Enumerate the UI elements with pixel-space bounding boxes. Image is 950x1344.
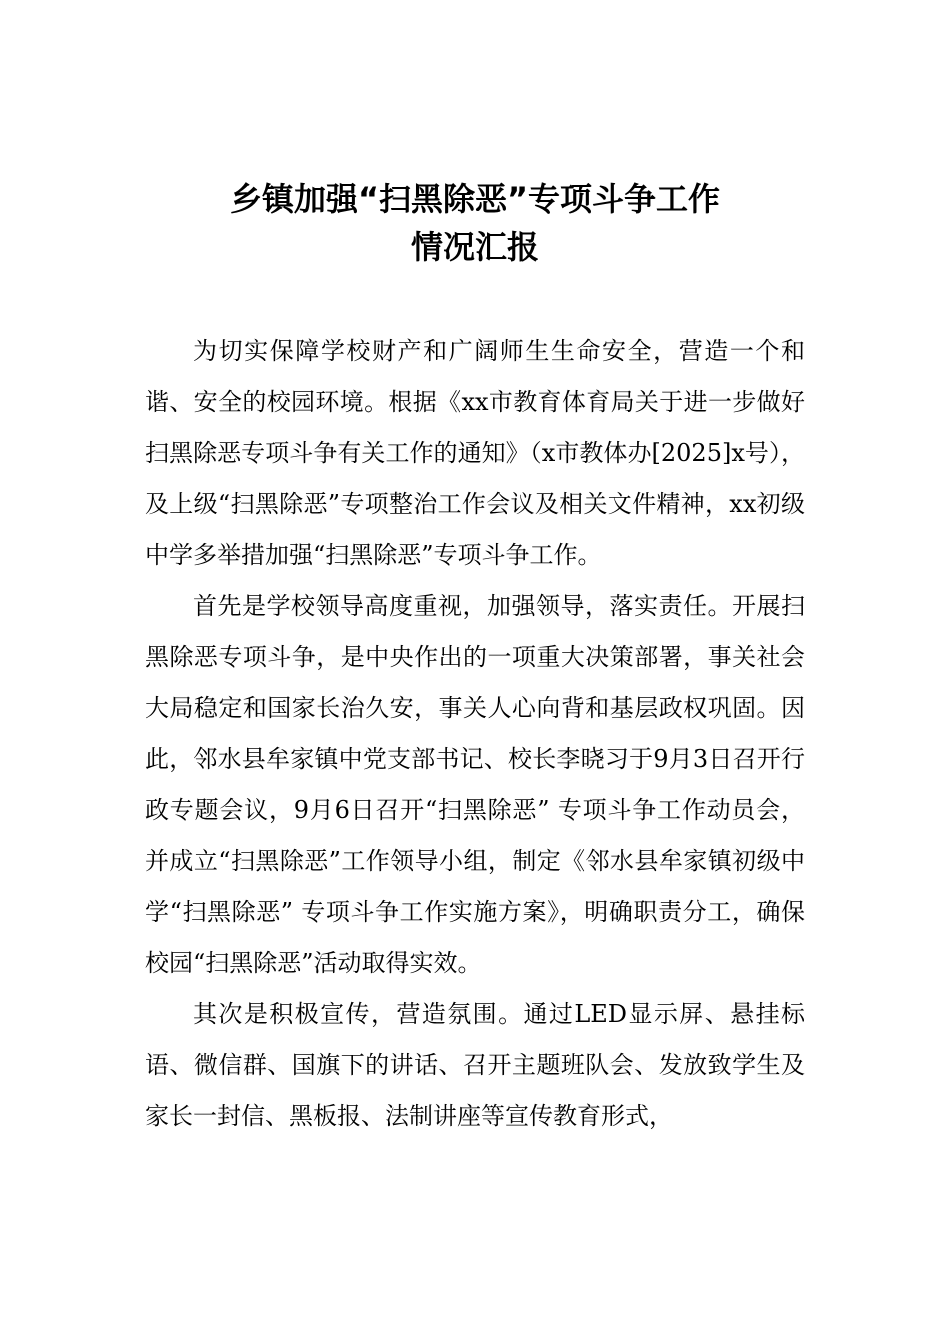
document-title-line1: 乡镇加强“扫黑除恶”专项斗争工作 — [229, 180, 721, 218]
document-body — [145, 326, 805, 1142]
paragraph-2: 首先是学校领导高度重视，加强领导，落实责任。开展扫黑除恶专项斗争，是中央作出的一项重大决策部署，事关社会大局稳定和国家长治久安，事关人心向背和基层政权巩固。因此，邻水县牟家镇中党支部书记、校长李晓习于9月3日召开行政专题会议，9月6日召开“扫黑除恶” 专项斗争工作动员会，并成立“扫黑除恶”工作领导小组，制定《邻水县牟家镇初级中学“扫黑除恶” 专项斗争工作实施方案》，明确职责分工，确保校园“扫黑除恶”活动取得实效。 — [145, 592, 805, 977]
paragraph-3: 其次是积极宣传，营造氛围。通过LED显示屏、悬挂标语、微信群、国旗下的讲话、召开主题班队会、发放致学生及家长一封信、黑板报、法制讲座等宣传教育形式， — [145, 1000, 805, 1130]
document-title-line2: 情况汇报 — [410, 228, 539, 266]
paragraph-1: 为切实保障学校财产和广阔师生生命安全，营造一个和谐、安全的校园环境。根据《xx市教育体育局关于进一步做好扫黑除恶专项斗争有关工作的通知》（x市教体办[2025]x号），及上级“扫黑除恶”专项整治工作会议及相关文件精神，xx初级中学多举措加强“扫黑除恶”专项斗争工作。 — [145, 337, 805, 569]
